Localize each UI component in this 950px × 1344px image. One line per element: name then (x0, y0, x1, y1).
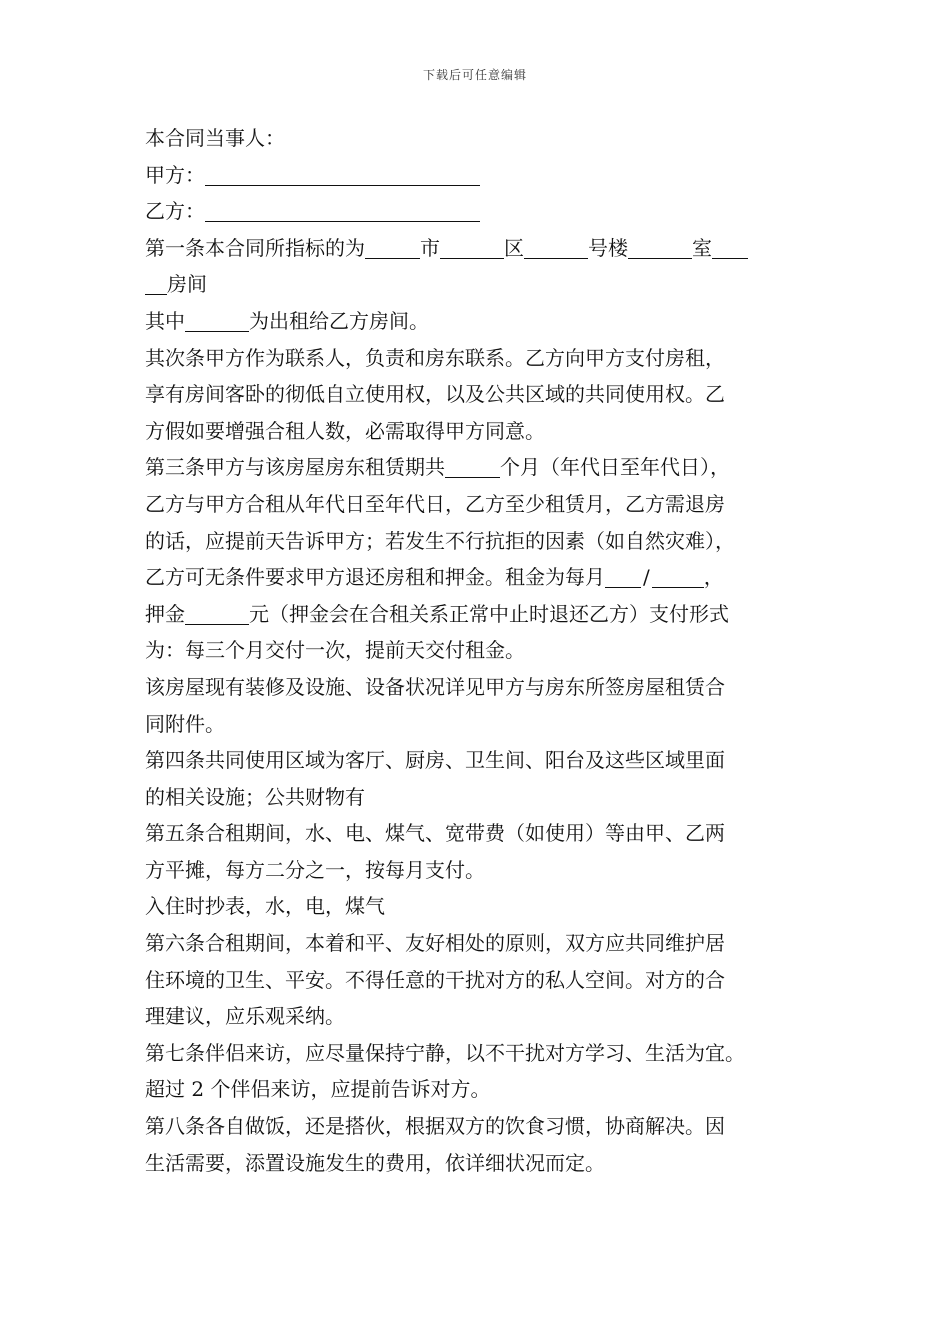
room-assign-blank (185, 309, 249, 332)
article-7-line: 第七条伴侣来访，应尽量保持宁静，以不干扰对方学习、生活为宜。 (145, 1040, 745, 1065)
article-5-line: 方平摊，每方二分之一，按每月支付。 (145, 857, 485, 882)
rent-separator: / (643, 565, 650, 590)
article-6-line: 住环境的卫生、平安。不得任意的干扰对方的私人空间。对方的合 (145, 967, 725, 992)
article-1-text-3: 区 (504, 235, 524, 260)
party-a-blank (205, 163, 480, 186)
article-3-text: ， (703, 565, 724, 590)
deposit-blank (185, 602, 249, 625)
article-1-line-2 (145, 266, 825, 303)
article-3-line-5 (145, 596, 825, 633)
rent-blank-a (605, 565, 641, 588)
article-1-text-5: 室 (692, 235, 712, 260)
article-3-line-4 (145, 559, 825, 596)
rent-blank-b (652, 565, 704, 588)
article-2-line: 方假如要增强合租人数，必需取得甲方同意。 (145, 418, 545, 443)
article-3-line-6: 为：每三个月交付一次，提前天交付租金。 (145, 638, 525, 663)
article-1-text-2: 市 (420, 235, 440, 260)
article-3-line-1 (145, 449, 825, 486)
article-3-text: 第三条甲方与该房屋房东租赁期共 (145, 455, 445, 480)
article-6-line: 第六条合租期间，本着和平、友好相处的原则，双方应共同维护居 (145, 931, 725, 956)
article-2-line: 其次条甲方作为联系人，负责和房东联系。乙方向甲方支付房租， (145, 345, 725, 370)
article-3-text: 乙方可无条件要求甲方退还房租和押金。租金为每月 (145, 565, 605, 590)
article-1b-text-1: 其中 (145, 308, 185, 333)
article-3-line-3: 的话，应提前天告诉甲方；若发生不行抗拒的因素（如自然灾难）， (145, 528, 735, 553)
district-blank (440, 236, 504, 259)
article-2-line: 享有房间客卧的彻低自立使用权，以及公共区域的共同使用权。乙 (145, 382, 725, 407)
facilities-line: 该房屋现有装修及设施、设备状况详见甲方与房东所签房屋租赁合 (145, 674, 725, 699)
article-5-line: 第五条合租期间，水、电、煤气、宽带费（如使用）等由甲、乙两 (145, 821, 725, 846)
room-blank-a (712, 236, 748, 259)
facilities-line: 同附件。 (145, 711, 225, 736)
lease-months-blank (445, 455, 500, 478)
party-b-blank (205, 199, 480, 222)
article-3-line-2: 乙方与甲方合租从年代日至年代日，乙方至少租赁月，乙方需退房 (145, 491, 725, 516)
unit-blank (628, 236, 692, 259)
meter-reading-line: 入住时抄表，水，电，煤气 (145, 894, 385, 919)
article-1-text-1: 第一条本合同所指标的为 (145, 235, 365, 260)
article-7-line: 超过 2 个伴侣来访，应提前告诉对方。 (145, 1077, 491, 1102)
city-blank (365, 236, 420, 259)
article-8-line: 生活需要，添置设施发生的费用，依详细状况而定。 (145, 1150, 605, 1175)
article-4-line: 第四条共同使用区域为客厅、厨房、卫生间、阳台及这些区域里面 (145, 748, 725, 773)
party-b-label: 乙方： (145, 199, 205, 224)
room-blank-b (145, 272, 167, 295)
article-4-line: 的相关设施；公共财物有 (145, 784, 365, 809)
article-3-text: 元（押金会在合租关系正常中止时退还乙方）支付形式 (249, 601, 729, 626)
article-6-line: 理建议，应乐观采纳。 (145, 1004, 345, 1029)
article-1-line-1 (145, 230, 825, 267)
article-1b-text-2: 为出租给乙方房间。 (249, 308, 429, 333)
contract-body (145, 120, 825, 1181)
article-1b-line (145, 303, 825, 340)
article-1-text-6: 房间 (167, 272, 207, 297)
article-8-line: 第八条各自做饭，还是搭伙，根据双方的饮食习惯，协商解决。因 (145, 1114, 725, 1139)
party-a-label: 甲方： (145, 162, 205, 187)
building-blank (524, 236, 588, 259)
article-3-text: 押金 (145, 601, 185, 626)
article-3-text: 个月（年代日至年代日）， (500, 455, 730, 480)
party-b-line (145, 193, 825, 230)
article-1-text-4: 号楼 (588, 235, 628, 260)
page-header-note: 下载后可任意编辑 (422, 68, 527, 82)
party-a-line (145, 157, 825, 194)
contract-intro: 本合同当事人： (145, 126, 285, 150)
